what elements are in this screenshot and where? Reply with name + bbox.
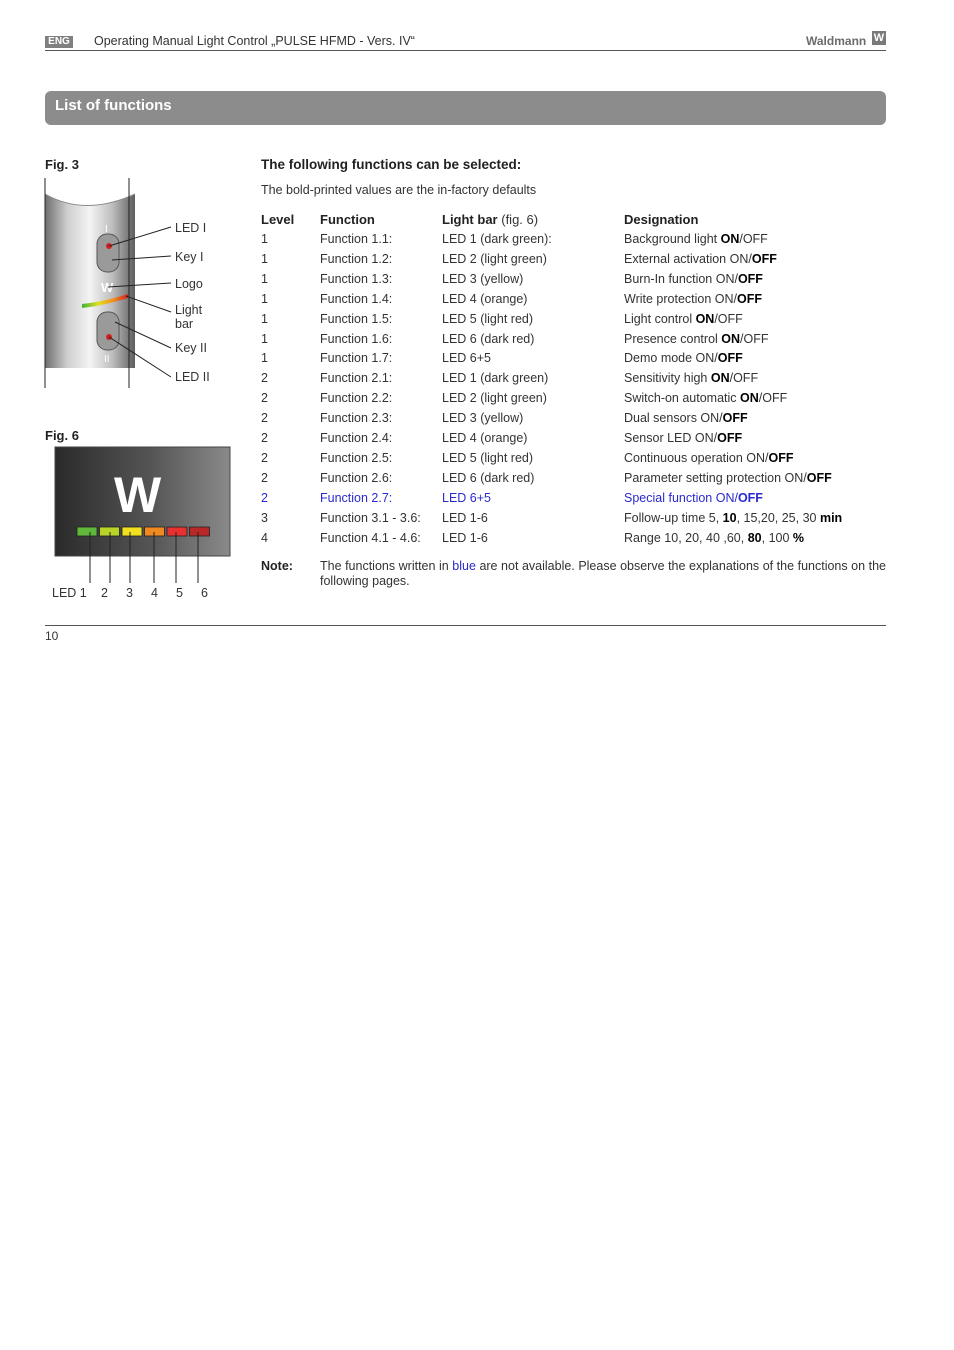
fig6-led-label-5: 5 (176, 586, 183, 600)
cell-function: Function 4.1 - 4.6: (320, 530, 421, 545)
cell-level: 2 (261, 391, 268, 406)
callout-light-bar-line1: Light (175, 303, 203, 317)
designation-segment: Special function ON/ (624, 490, 738, 505)
designation-segment: , 100 (761, 530, 793, 545)
designation-segment: OFF (737, 490, 763, 505)
cell-light-bar: LED 3 (yellow) (442, 411, 524, 426)
cell-function: Function 2.2: (320, 391, 393, 406)
cell-designation (624, 332, 769, 346)
designation-segment: Switch-on automatic (624, 391, 741, 406)
cell-function: Function 2.4: (320, 431, 393, 445)
note-text (320, 559, 886, 589)
designation-segment: Follow-up time 5, (624, 510, 723, 525)
cell-function: Function 1.3: (320, 271, 393, 286)
cell-function: Function 1.5: (320, 311, 393, 326)
callout-key-1: Key I (175, 250, 204, 264)
designation-segment: min (819, 510, 843, 525)
cell-designation (624, 511, 842, 525)
section-title: List of functions (55, 97, 172, 114)
cell-designation (624, 232, 768, 246)
language-badge: ENG (45, 36, 73, 48)
col-header-light-bar-ref: (fig. 6) (501, 212, 539, 227)
col-header-level: Level (261, 212, 295, 227)
fig3-label: Fig. 3 (45, 157, 79, 172)
page-number: 10 (45, 629, 59, 643)
functions-subtitle: The bold-printed values are the in-factory defaults (261, 183, 537, 197)
designation-segment: ON (695, 311, 715, 326)
device-body (45, 194, 135, 368)
cell-level: 2 (261, 490, 268, 505)
callout-logo: Logo (175, 277, 203, 291)
designation-segment: OFF (717, 431, 743, 445)
cell-function: Function 1.2: (320, 251, 393, 266)
designation-segment: Dual sensors ON/ (624, 411, 723, 426)
col-header-function: Function (320, 212, 375, 227)
fig6-led-1 (77, 527, 97, 536)
cell-light-bar: LED 6 (dark red) (442, 470, 535, 485)
designation-segment: OFF (722, 411, 748, 426)
cell-designation (624, 471, 832, 485)
designation-segment: /OFF (758, 391, 788, 406)
note-text-after: are not available. Please observe the explanations of the functions on the following pages. (320, 559, 886, 588)
callout-light-bar (175, 303, 202, 331)
cell-designation (624, 272, 763, 286)
designation-segment: OFF (737, 271, 763, 286)
designation-segment: ON (740, 391, 759, 406)
cell-light-bar: LED 2 (light green) (442, 391, 547, 406)
note-label: Note: (261, 559, 293, 573)
cell-designation (624, 451, 794, 465)
cell-function: Function 2.5: (320, 450, 393, 465)
cell-designation (624, 391, 787, 405)
cell-level: 4 (261, 530, 268, 545)
cell-designation (624, 431, 742, 445)
fig6-led-label-6: 6 (201, 586, 208, 600)
key-1-mark: I (105, 224, 108, 235)
cell-level: 2 (261, 411, 268, 426)
designation-segment: Presence control (624, 331, 722, 346)
designation-segment: OFF (806, 470, 832, 485)
cell-function: Function 2.3: (320, 411, 393, 426)
cell-function: Function 2.7: (320, 490, 393, 505)
cell-level: 1 (261, 251, 268, 266)
note-text-before: The functions written in (320, 559, 453, 573)
fig6-logo-mark: W (114, 467, 162, 523)
cell-designation (624, 531, 804, 545)
device-logo-mark: W (101, 280, 114, 295)
col-header-light-bar (442, 212, 538, 227)
fig6-light-bar-illustration (54, 446, 232, 586)
cell-level: 3 (261, 510, 268, 525)
cell-light-bar: LED 6+5 (442, 490, 491, 505)
designation-segment: Sensitivity high (624, 371, 711, 386)
cell-level: 1 (261, 311, 268, 326)
cell-function: Function 1.7: (320, 351, 393, 366)
designation-segment: Sensor LED ON/ (624, 431, 718, 445)
callout-led-2: LED II (175, 370, 210, 384)
cell-level: 2 (261, 450, 268, 465)
fig6-led-6 (190, 527, 210, 536)
fig3-device-illustration (40, 172, 180, 392)
cell-light-bar: LED 5 (light red) (442, 450, 534, 465)
functions-heading: The following functions can be selected: (261, 157, 522, 172)
callout-led-1: LED I (175, 221, 207, 235)
fig6-led-5 (167, 527, 187, 536)
designation-segment: /OFF (729, 371, 759, 386)
key-2-button (97, 312, 119, 350)
designation-segment: /OFF (739, 232, 768, 246)
cell-designation (624, 312, 743, 326)
cell-function: Function 3.1 - 3.6: (320, 510, 421, 525)
cell-light-bar: LED 5 (light red) (442, 311, 534, 326)
document-title: Operating Manual Light Control „PULSE HFMD - Vers. IV“ (94, 34, 415, 48)
cell-designation (624, 491, 763, 505)
fig6-led-label-3: 3 (126, 586, 133, 600)
designation-segment: OFF (751, 251, 777, 266)
fig6-led-label-4: 4 (151, 586, 158, 600)
fig6-led-3 (122, 527, 142, 536)
cell-level: 2 (261, 371, 268, 386)
designation-segment: OFF (717, 351, 743, 366)
cell-level: 1 (261, 331, 268, 346)
cell-level: 1 (261, 232, 268, 246)
designation-segment: Background light (624, 232, 721, 246)
note-text-blue: blue (452, 559, 476, 573)
cell-light-bar: LED 4 (orange) (442, 431, 528, 445)
designation-segment: ON (710, 371, 730, 386)
cell-function: Function 1.6: (320, 331, 393, 346)
cell-function: Function 1.4: (320, 291, 393, 306)
cell-level: 2 (261, 431, 268, 445)
col-header-designation: Designation (624, 212, 699, 227)
cell-level: 1 (261, 271, 268, 286)
cell-level: 1 (261, 351, 268, 366)
designation-segment: 10 (722, 510, 737, 525)
cell-designation (624, 371, 758, 385)
cell-designation (624, 292, 762, 306)
cell-function: Function 1.1: (320, 232, 393, 246)
fig6-led-label-1: LED 1 (52, 586, 87, 600)
cell-level: 2 (261, 470, 268, 485)
key-1-button (97, 234, 119, 272)
cell-function: Function 2.6: (320, 470, 393, 485)
footer-rule (45, 625, 886, 626)
cell-level: 1 (261, 291, 268, 306)
designation-segment: Light control (624, 311, 696, 326)
designation-segment: Continuous operation ON/ (624, 450, 769, 465)
brand-name: Waldmann (806, 34, 867, 48)
designation-segment: /OFF (740, 331, 769, 346)
cell-light-bar: LED 2 (light green) (442, 251, 547, 266)
designation-segment: 80 (747, 530, 762, 545)
key-2-mark: II (104, 354, 110, 365)
fig6-led-label-2: 2 (101, 586, 108, 600)
cell-light-bar: LED 4 (orange) (442, 291, 528, 306)
designation-segment: Demo mode ON/ (624, 351, 718, 366)
designation-segment: Write protection ON/ (624, 291, 738, 306)
cell-light-bar: LED 6+5 (442, 351, 491, 366)
designation-segment: , 15,20, 25, 30 (736, 510, 820, 525)
header-rule (45, 50, 886, 51)
designation-segment: Parameter setting protection ON/ (624, 470, 807, 485)
designation-segment: External activation ON/ (624, 251, 752, 266)
designation-segment: ON (721, 331, 741, 346)
cell-light-bar: LED 1-6 (442, 510, 488, 525)
designation-segment: Range 10, 20, 40 ,60, (624, 530, 748, 545)
cell-light-bar: LED 1-6 (442, 530, 488, 545)
cell-light-bar: LED 1 (dark green): (442, 232, 552, 246)
cell-light-bar: LED 6 (dark red) (442, 331, 535, 346)
designation-segment: % (792, 530, 805, 545)
callout-key-2: Key II (175, 341, 207, 355)
designation-segment: OFF (737, 291, 763, 306)
cell-function: Function 2.1: (320, 371, 393, 386)
callout-light-bar-line2: bar (175, 317, 194, 331)
designation-segment: ON (720, 232, 740, 246)
designation-segment: /OFF (714, 311, 743, 326)
cell-light-bar: LED 1 (dark green) (442, 371, 549, 386)
cell-light-bar: LED 3 (yellow) (442, 271, 524, 286)
cell-designation (624, 411, 748, 425)
designation-segment: Burn-In function ON/ (624, 271, 738, 286)
cell-designation (624, 351, 743, 365)
cell-designation (624, 252, 777, 266)
brand-logo-icon: W (873, 32, 885, 44)
fig6-label: Fig. 6 (45, 428, 79, 443)
col-header-light-bar-label: Light bar (442, 212, 498, 227)
designation-segment: OFF (768, 450, 794, 465)
